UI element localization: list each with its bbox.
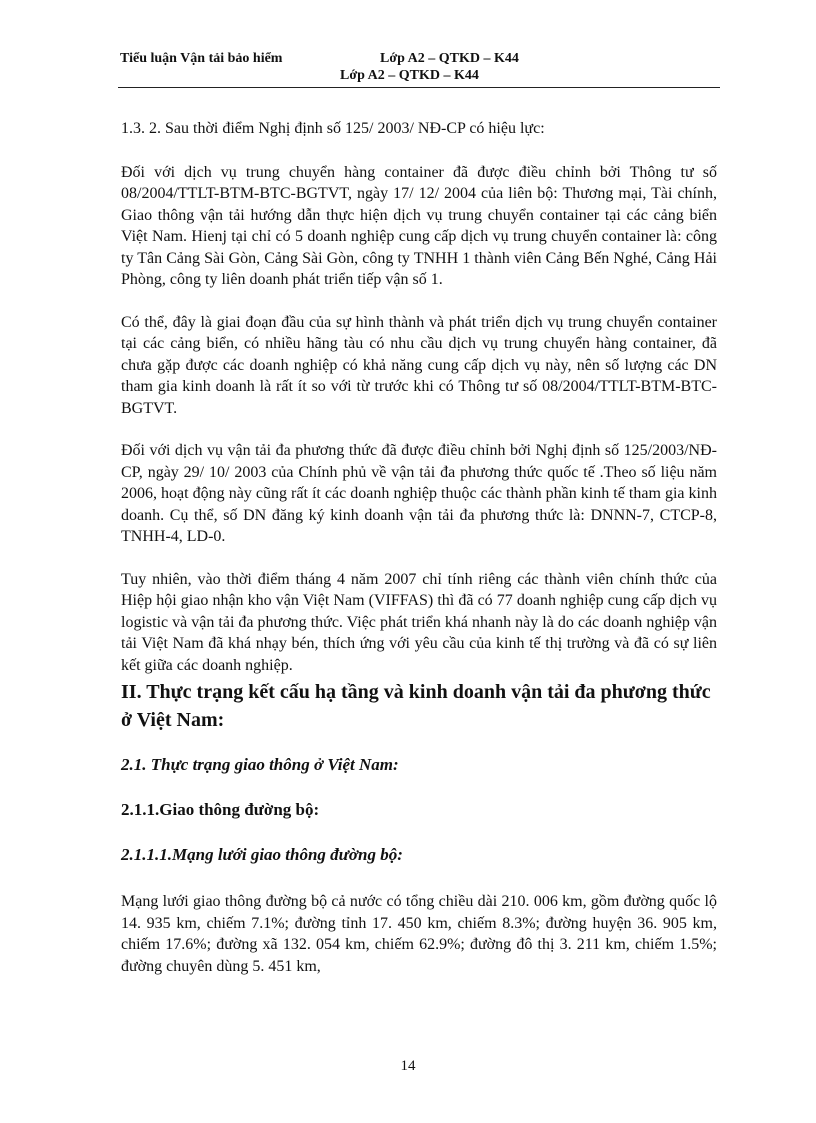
heading-2-1-1-1: 2.1.1.1.Mạng lưới giao thông đường bộ:	[121, 845, 403, 864]
header-divider	[118, 87, 720, 88]
header-class-label: Lớp A2 – QTKD – K44	[380, 51, 519, 66]
paragraph: Có thể, đây là giai đoạn đầu của sự hình thành và phát triển dịch vụ trung chuyển container tại các cảng biển, có nhiều hãng tàu có nhu cầu dịch vụ trung chuyển hàng container, đã chưa gặp được các doanh nghiệp có khả năng cung cấp dịch vụ này, nên số lượng các DN tham gia kinh doanh là rất ít so với từ trước khi có Thông tư số 08/2004/TTLT-BTM-BTC-BGTVT.	[121, 313, 717, 417]
header-class-label-repeat: Lớp A2 – QTKD – K44	[340, 68, 479, 83]
paragraph: Tuy nhiên, vào thời điểm tháng 4 năm 2007 chỉ tính riêng các thành viên chính thức của Hiệp hội giao nhận kho vận Việt Nam (VIFFAS) thì đã có 77 doanh nghiệp cung cấp dịch vụ logistic và vận tải đa phương thức. Việc phát triển khá nhanh này là do các doanh nghiệp vận tải Việt Nam đã khá nhạy bén, thích ứng với yêu cầu của kinh tế thị trường và đã có sự liên kết giữa các doanh nghiệp.	[121, 570, 717, 674]
page-header	[118, 50, 720, 88]
paragraph: Đối với dịch vụ vận tải đa phương thức đã được điều chỉnh bởi Nghị định số 125/2003/NĐ-CP, ngày 29/ 10/ 2003 của Chính phủ về vận tải đa phương thức quốc tế .Theo số liệu năm 2006, hoạt động này cũng rất ít các doanh nghiệp thuộc các thành phần kinh tế tham gia kinh doanh. Cụ thể, số DN đăng ký kinh doanh vận tải đa phương thức là: DNNN-7, CTCP-8, TNHH-4, LD-0.	[121, 442, 717, 545]
paragraph: Đối với dịch vụ trung chuyển hàng container đã được điều chỉnh bởi Thông tư số 08/2004/TTLT-BTM-BTC-BGTVT, ngày 17/ 12/ 2004 của liên bộ: Thương mại, Tài chính, Giao thông vận tải hướng dẫn thực hiện dịch vụ trung chuyển container tại các cảng biển Việt Nam. Hienj tại chỉ có 5 doanh nghiệp cung cấp dịch vụ trung chuyển container là: công ty Tân Cảng Sài Gòn, Cảng Sài Gòn, công ty TNHH 1 thành viên Cảng Bến Nghé, Cảng Hải Phòng, công ty liên doanh phát triển tiếp vận số 1.	[121, 163, 717, 288]
heading-2-1: 2.1. Thực trạng giao thông ở Việt Nam:	[121, 755, 399, 774]
heading-section-2: II. Thực trạng kết cấu hạ tầng và kinh doanh vận tải đa phương thức ở Việt Nam:	[121, 681, 711, 731]
page-number: 14	[400, 1058, 416, 1074]
header-title: Tiểu luận Vận tải bảo hiểm	[120, 51, 283, 66]
page-body	[121, 118, 717, 977]
section-title: 1.3. 2. Sau thời điểm Nghị định số 125/ 2003/ NĐ-CP có hiệu lực:	[121, 120, 545, 137]
heading-2-1-1: 2.1.1.Giao thông đường bộ:	[121, 800, 320, 819]
paragraph-road-network: Mạng lưới giao thông đường bộ cả nước có tổng chiều dài 210. 006 km, gồm đường quốc lộ 14. 935 km, chiếm 7.1%; đường tỉnh 17. 450 km, chiếm 8.3%; đường huyện 36. 905 km, chiếm 17.6%; đường xã 132. 054 km, chiếm 62.9%; đường đô thị 3. 211 km, chiếm 1.5%; đường chuyên dùng 5. 451 km,	[121, 893, 717, 975]
